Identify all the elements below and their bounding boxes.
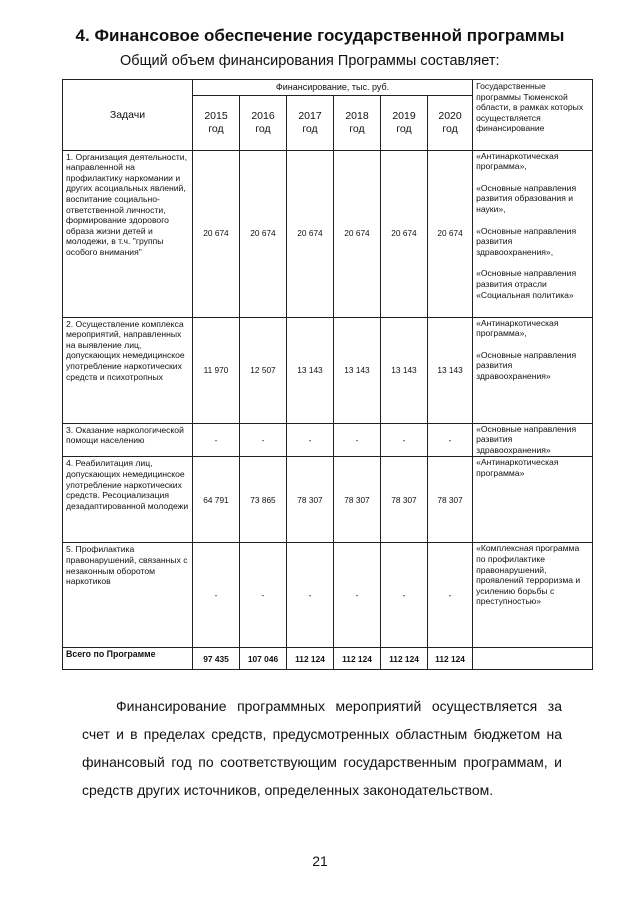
value-cell: 78 307 (334, 457, 381, 543)
value-cell: 20 674 (381, 150, 428, 317)
total-value: 107 046 (240, 648, 287, 670)
value-cell: 13 143 (334, 317, 381, 423)
header-year: 2018 год (334, 95, 381, 150)
value-cell: 20 674 (193, 150, 240, 317)
program-item: «Антинаркотическая программа», (476, 150, 559, 172)
header-financing: Финансирование, тыс. руб. (193, 80, 473, 96)
value-cell: - (334, 543, 381, 648)
header-tasks: Задачи (63, 80, 193, 151)
total-row (63, 648, 593, 670)
value-cell: - (381, 543, 428, 648)
total-programs-cell (473, 648, 593, 670)
value-cell: 73 865 (240, 457, 287, 543)
table-row (63, 317, 593, 423)
value-cell: - (287, 423, 334, 457)
value-cell: 13 143 (381, 317, 428, 423)
total-value: 112 124 (287, 648, 334, 670)
header-year: 2019 год (381, 95, 428, 150)
value-cell: - (240, 543, 287, 648)
header-year: 2016 год (240, 95, 287, 150)
program-item: «Основные направления развития здравоохранения», (476, 225, 577, 257)
value-cell: 20 674 (428, 150, 473, 317)
value-cell: - (381, 423, 428, 457)
value-cell: 20 674 (287, 150, 334, 317)
table-row (63, 150, 593, 317)
value-cell: - (287, 543, 334, 648)
program-item: «Основные направления развития здравоохранения» (476, 349, 577, 381)
programs-cell (473, 457, 593, 543)
value-cell: 12 507 (240, 317, 287, 423)
value-cell: 78 307 (381, 457, 428, 543)
value-cell: - (428, 543, 473, 648)
task-cell: 5. Профилактика правонарушений, связанных с незаконным оборотом наркотиков (63, 543, 193, 648)
value-cell: 20 674 (334, 150, 381, 317)
value-cell: - (193, 423, 240, 457)
financing-table (62, 79, 593, 670)
section-heading: 4. Финансовое обеспечение государственной программы (75, 26, 565, 45)
program-item: «Основные направления развития отрасли «Социальная политика» (476, 268, 577, 300)
value-cell: - (240, 423, 287, 457)
value-cell: 78 307 (428, 457, 473, 543)
table-row (63, 423, 593, 457)
total-value: 97 435 (193, 648, 240, 670)
total-value: 112 124 (381, 648, 428, 670)
value-cell: 20 674 (240, 150, 287, 317)
value-cell: 78 307 (287, 457, 334, 543)
value-cell: 11 970 (193, 317, 240, 423)
programs-cell (473, 543, 593, 648)
programs-cell (473, 423, 593, 457)
program-item: «Основные направления развития образования и науки», (476, 182, 577, 214)
intro-text: Общий объем финансирования Программы составляет: (120, 53, 500, 69)
value-cell: - (428, 423, 473, 457)
task-cell: 1. Организация деятельности, направленной на профилактику наркомании и других асоциальных явлений, воспитание социально-ответственной личности, формирование здорового образа жизни детей и молодежи, в т.ч. "группы особого внимания" (63, 150, 193, 317)
programs-cell (473, 317, 593, 423)
header-programs: Государственные программы Тюменской области, в рамках которых осуществляется финансирование (473, 80, 593, 151)
task-cell: 4. Реабилитация лиц, допускающих немедицинское употребление наркотических средств. Ресоциализация дезадаптированной молодежи (63, 457, 193, 543)
program-item: «Антинаркотическая программа» (476, 457, 559, 478)
table-row (63, 543, 593, 648)
value-cell: 64 791 (193, 457, 240, 543)
header-year: 2017 год (287, 95, 334, 150)
programs-cell (473, 150, 593, 317)
value-cell: - (334, 423, 381, 457)
total-label: Всего по Программе (63, 648, 193, 670)
header-year: 2015 год (193, 95, 240, 150)
value-cell: - (193, 543, 240, 648)
financing-paragraph: Финансирование программных мероприятий осуществляется за счет и в пределах средств, предусмотренных областным бюджетом на финансовый год по соответствующим государственным программам, и средств других источников, определенных законодательством. (82, 698, 562, 798)
table-row (63, 457, 593, 543)
total-value: 112 124 (428, 648, 473, 670)
page-number: 21 (312, 853, 328, 869)
program-item: «Комплексная программа по профилактике правонарушений, проявлений терроризма и усилению борьбы с преступностью» (476, 543, 581, 607)
value-cell: 13 143 (287, 317, 334, 423)
program-item: «Основные направления развития здравоохранения» (476, 423, 577, 455)
task-cell: 2. Осуществление комплекса мероприятий, направленных на выявление лиц, допускающих немедицинское употребление наркотических средств и психотропных (63, 317, 193, 423)
total-value: 112 124 (334, 648, 381, 670)
program-item: «Антинаркотическая программа», (476, 317, 559, 339)
task-cell: 3. Оказание наркологической помощи населению (63, 423, 193, 457)
value-cell: 13 143 (428, 317, 473, 423)
header-year: 2020 год (428, 95, 473, 150)
